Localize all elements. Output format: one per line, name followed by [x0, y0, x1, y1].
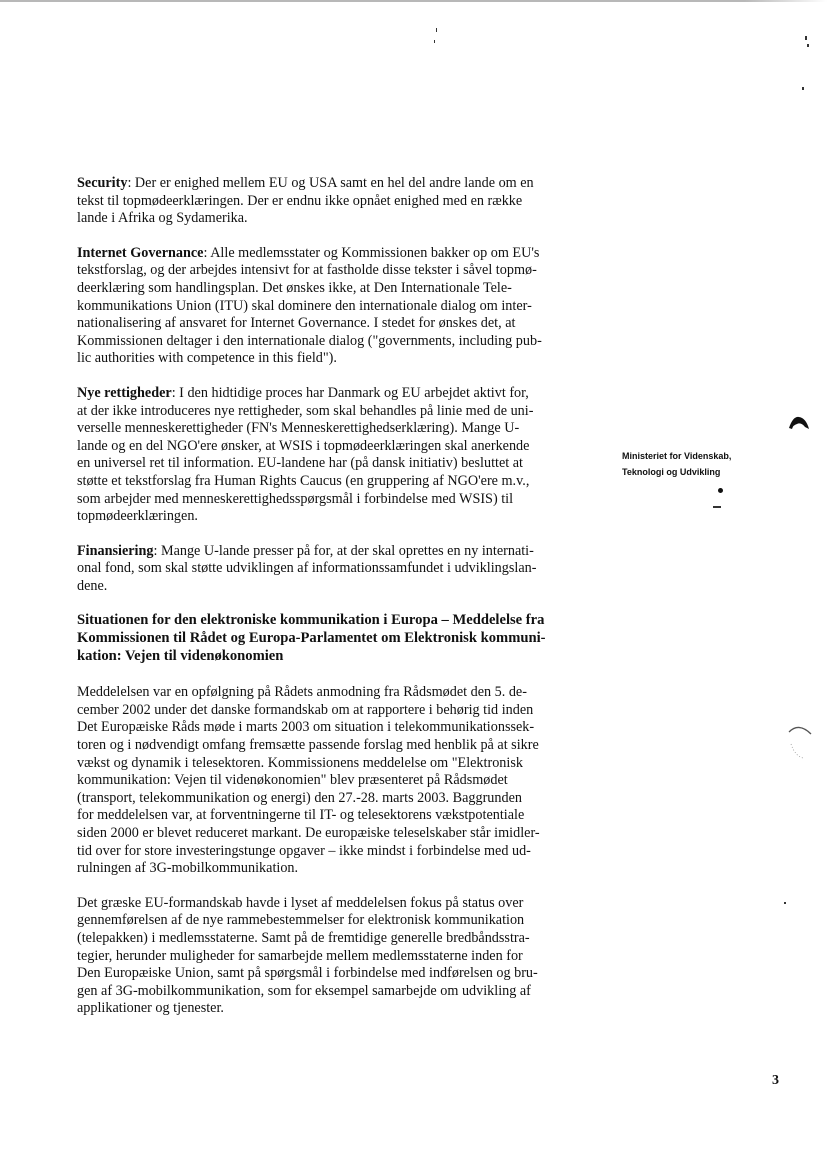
meddelelsen-line: tid over for store investeringstunge opgaver – ikke mindst i forbindelse med ud-: [77, 842, 531, 859]
section-heading-line: kation: Vejen til videnøkonomien: [77, 647, 284, 664]
ministry-sidebar: [622, 448, 792, 480]
meddelelsen-line: Det Europæiske Råds møde i marts 2003 om situation i telekommunikationssek-: [77, 719, 535, 736]
internet-governance-line: tekstforslag, og der arbejdes intensivt for at fastholde disse tekster i såvel topmø-: [77, 262, 537, 279]
internet-governance-line: deerklæring som handlingsplan. Det ønskes ikke, at Den Internationale Tele-: [77, 279, 512, 296]
nye-rettigheder-line: som arbejder med menneskerettighedsspørgsmål i forbindelse med WSIS) til: [77, 490, 514, 507]
meddelelsen-paragraph: [77, 684, 597, 878]
graeske-line: tegier, herunder muligheder for samarbejde mellem medlemsstaterne inden for: [77, 947, 523, 964]
security-line: tekst til topmødeerklæringen. Der er endnu ikke opnået enighed med en række: [77, 192, 523, 209]
finansiering-line: dene.: [77, 577, 108, 594]
internet-governance-line: lic authorities with competence in this field").: [77, 350, 337, 367]
nye-rettigheder-paragraph: [77, 385, 597, 526]
ministry-name-line: Teknologi og Udvikling: [622, 467, 721, 477]
scan-speck: [805, 36, 807, 40]
scan-speck: [807, 44, 809, 47]
scan-speck: [784, 902, 786, 904]
ministry-logo-icon: [787, 414, 811, 432]
graeske-line: gen af 3G-mobilkommunikation, som for eksempel samarbejde om udvikling af: [77, 982, 531, 999]
scan-speck: [434, 40, 435, 43]
nye-rettigheder-line: topmødeerklæringen.: [77, 508, 198, 525]
meddelelsen-line: for meddelelsen var, at forventningerne til IT- og telesektorens vækstpotentiale: [77, 807, 525, 824]
meddelelsen-line: vækst og dynamik i telesektoren. Kommissionens meddelelse om "Elektronisk: [77, 754, 523, 771]
meddelelsen-line: kommunikation: Vejen til videnøkonomien" blev præsenteret på Rådsmødet: [77, 772, 508, 789]
bullet-mark: [718, 488, 723, 493]
meddelelsen-line: cember 2002 under det danske formandskab om at rapportere i behørig tid inden: [77, 701, 534, 718]
meddelelsen-line: siden 2000 er blevet reduceret markant. De europæiske teleselskaber står imidler-: [77, 825, 540, 841]
graeske-paragraph: [77, 895, 597, 1018]
section-heading: [77, 612, 597, 665]
security-line: lande i Afrika og Sydamerika.: [77, 210, 248, 227]
nye-rettigheder-line: en universel ret til information. EU-landene har (på dansk initiativ) besluttet at: [77, 455, 523, 472]
internet-governance-lead: Internet Governance: [77, 244, 204, 261]
internet-governance-line: Kommissionen deltager i den internationale dialog ("governments, including pub-: [77, 332, 542, 349]
internet-governance-line: kommunikations Union (ITU) skal dominere den internationale dialog om inter-: [77, 297, 532, 314]
dash-mark: [713, 506, 721, 508]
page-number: 3: [772, 1073, 779, 1088]
top-scan-edge: [0, 0, 827, 2]
meddelelsen-line: toren og i nødvendigt omfang fremsætte passende forslag med henblik på at sikre: [77, 737, 539, 754]
internet-governance-line: : Alle medlemsstater og Kommissionen bakker op om EU's: [203, 244, 540, 261]
security-lead: Security: [77, 175, 128, 191]
finansiering-line: : Mange U-lande presser på for, at der skal oprettes en ny internati-: [153, 542, 534, 559]
graeske-line: applikationer og tjenester.: [77, 1000, 224, 1017]
graeske-line: Det græske EU-formandskab havde i lyset af meddelelsen fokus på status over: [77, 894, 524, 911]
security-paragraph: [77, 175, 597, 228]
nye-rettigheder-line: at der ikke introduceres nye rettigheder, som skal behandles på linie med de uni-: [77, 402, 534, 419]
graeske-line: gennemførelsen af de nye rammebestemmelser for elektronisk kommunikation: [77, 912, 525, 929]
internet-governance-line: nationalisering af ansvaret for Internet Governance. I stedet for ønskes det, at: [77, 315, 516, 332]
nye-rettigheder-line: : I den hidtidige proces har Danmark og EU arbejdet aktivt for,: [171, 384, 529, 401]
nye-rettigheder-line: støtte et tekstforslag fra Human Rights Caucus (en gruppering af NGO'ere m.v.,: [77, 472, 530, 489]
nye-rettigheder-line: verselle menneskerettigheder (FN's Menneskerettighedserklæring). Mange U-: [77, 420, 520, 437]
finansiering-line: onal fond, som skal støtte udviklingen af informationssamfundet i udviklingslan-: [77, 560, 537, 577]
nye-rettigheder-line: lande og en del NGO'ere ønsker, at WSIS i topmødeerklæringen skal anerkende: [77, 437, 530, 454]
document-body: [77, 175, 597, 1035]
graeske-line: Den Europæiske Union, samt på spørgsmål i forbindelse med indførelsen og bru-: [77, 965, 538, 982]
section-heading-line: Situationen for den elektroniske kommunikation i Europa – Meddelelse fra: [77, 612, 545, 629]
finansiering-paragraph: [77, 543, 597, 596]
scan-speck: [436, 28, 437, 32]
internet-governance-paragraph: [77, 245, 597, 368]
graeske-line: (telepakken) i medlemsstaterne. Samt på de fremtidige generelle bredbåndsstra-: [77, 929, 530, 946]
ministry-name-line: Ministeriet for Videnskab,: [622, 451, 732, 461]
finansiering-lead: Finansiering: [77, 542, 154, 559]
scan-speck: [802, 87, 804, 90]
meddelelsen-line: rulningen af 3G-mobilkommunikation.: [77, 860, 299, 877]
section-heading-line: Kommissionen til Rådet og Europa-Parlamentet om Elektronisk kommuni-: [77, 630, 546, 647]
meddelelsen-line: Meddelelsen var en opfølgning på Rådets anmodning fra Rådsmødet den 5. de-: [77, 684, 527, 701]
meddelelsen-line: (transport, telekommunikation og energi) den 27.-28. marts 2003. Baggrunden: [77, 789, 522, 806]
scan-arc-mark: [787, 722, 815, 760]
nye-rettigheder-lead: Nye rettigheder: [77, 384, 172, 401]
security-line: : Der er enighed mellem EU og USA samt en hel del andre lande om en: [127, 175, 534, 191]
